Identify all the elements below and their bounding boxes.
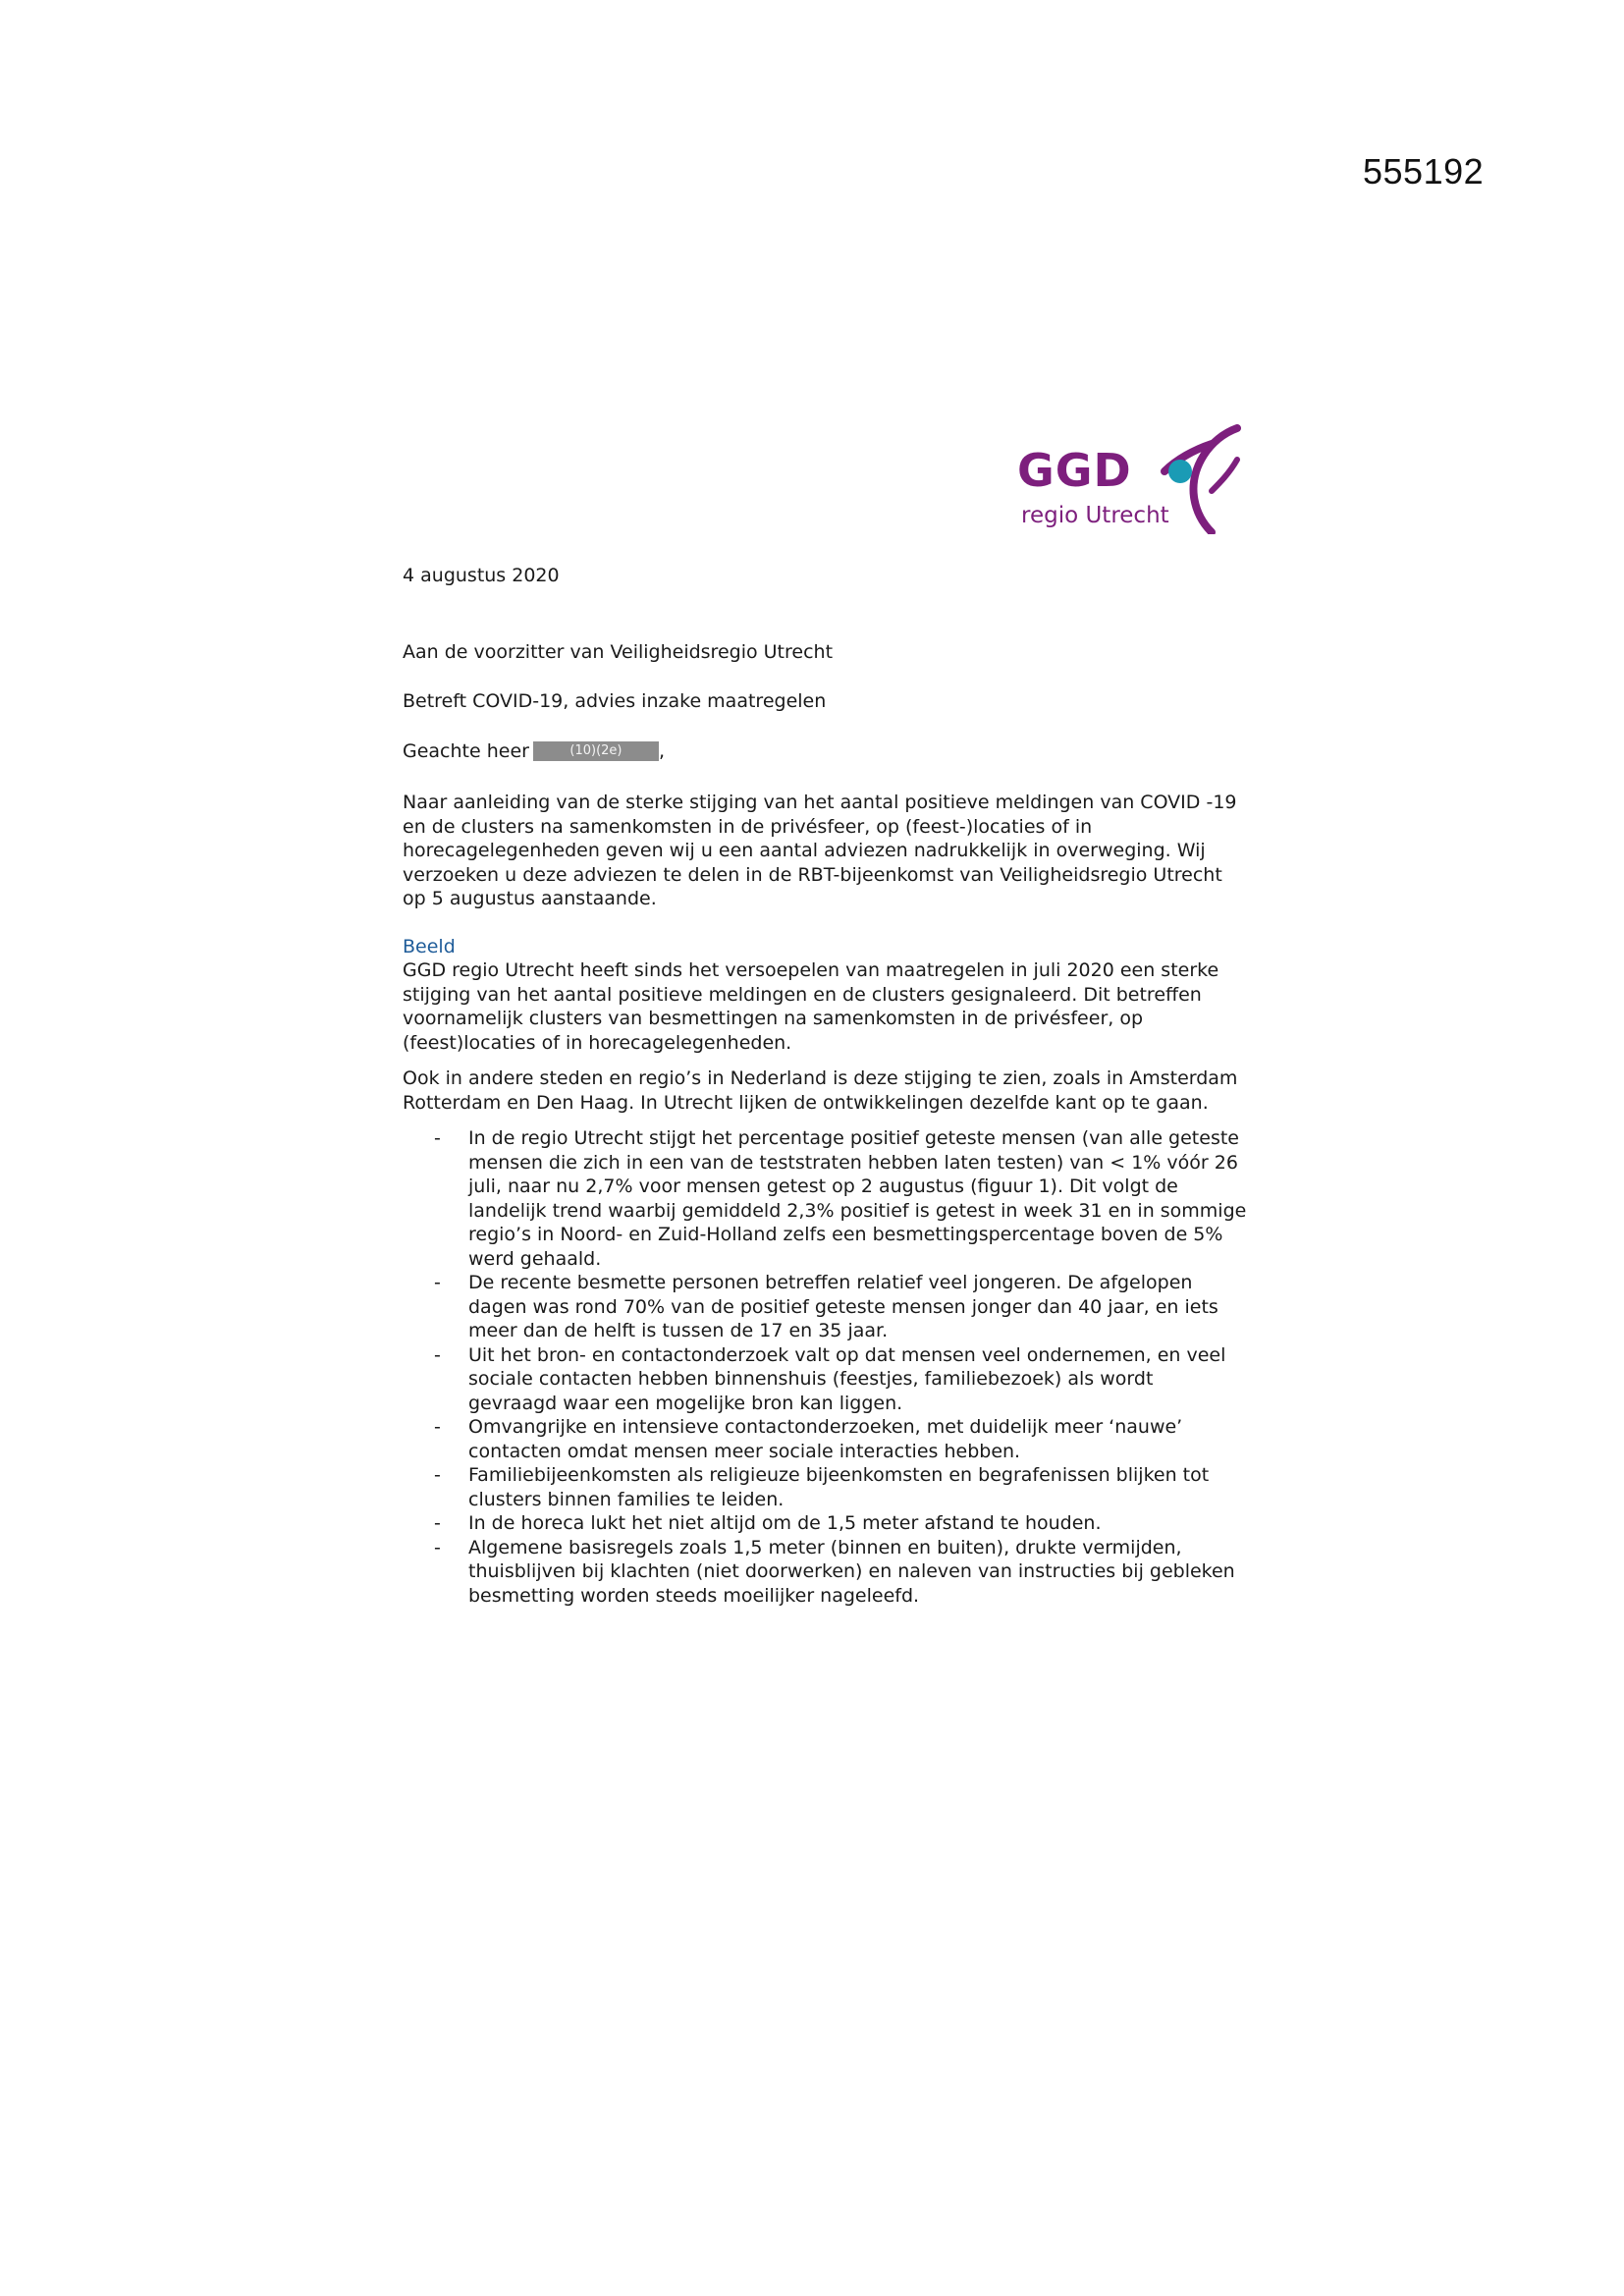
bullet-dash: - — [434, 1272, 441, 1293]
list-item-text: In de regio Utrecht stijgt het percentage positief geteste mensen (van alle geteste mensen die zich in een van de teststraten hebben laten testen) van < 1% vóór 26 juli, naar nu 2,7% voor mensen getest op 2 augustus (figuur 1). Dit volgt de landelijk trend waarbij gemiddeld 2,3% positief is getest in week 31 en in sommige regio’s in Noord- en Zuid-Holland zelfs een besmettingspercentage boven de 5% werd gehaald. — [468, 1127, 1247, 1270]
list-item — [403, 1343, 1247, 1416]
ggd-figure-icon — [1151, 424, 1245, 534]
intro-paragraph: Naar aanleiding van de sterke stijging van het aantal positieve meldingen van COVID -19 en de clusters na samenkomsten in de privésfeer, op (feest-)locaties of in horecagelegenheden geven wij u een aantal adviezen nadrukkelijk in overweging. Wij verzoeken u deze adviezen te delen in de RBT-bijeenkomst van Veiligheidsregio Utrecht op 5 augustus aanstaande. — [403, 792, 1237, 909]
list-item-text: De recente besmette personen betreffen relatief veel jongeren. De afgelopen dagen was rond 70% van de positief geteste mensen jonger dan 40 jaar, en iets meer dan de helft is tussen de 17 en 35 jaar. — [468, 1272, 1218, 1341]
bullet-dash: - — [434, 1343, 441, 1366]
logo-wordmark: GGD — [1017, 444, 1132, 497]
salutation-text: Geachte heer — [403, 739, 529, 762]
list-item-text: Uit het bron- en contactonderzoek valt op dat mensen veel ondernemen, en veel sociale contacten hebben binnenshuis (feestjes, familiebezoek) als wordt gevraagd waar een mogelijke bron kan liggen. — [468, 1343, 1226, 1414]
list-item-text: Omvangrijke en intensieve contactonderzoeken, met duidelijk meer ‘nauwe’ contacten omdat mensen meer sociale interacties hebben. — [468, 1416, 1183, 1462]
bullet-dash: - — [434, 1416, 441, 1438]
salutation-comma: , — [658, 739, 666, 762]
list-item-text: Algemene basisregels zoals 1,5 meter (binnen en buiten), drukte vermijden, thuisblijven bij klachten (niet doorwerken) en naleven van instructies bij gebleken besmetting worden steeds moeilijker nageleefd. — [468, 1536, 1235, 1607]
ggd-logo — [1017, 424, 1243, 536]
list-item — [403, 1126, 1247, 1271]
logo-subtitle: regio Utrecht — [1021, 503, 1169, 528]
bullet-dash: - — [434, 1127, 441, 1149]
letter-subject: Betreft COVID-19, advies inzake maatregelen — [403, 690, 827, 712]
letter-salutation — [403, 739, 1247, 764]
list-item — [403, 1536, 1247, 1609]
bullet-dash: - — [434, 1512, 441, 1534]
list-item-text: In de horeca lukt het niet altijd om de 1,5 meter afstand te houden. — [468, 1512, 1102, 1534]
letter-body — [403, 564, 1247, 1608]
list-item-text: Familiebijeenkomsten als religieuze bijeenkomsten en begrafenissen blijken tot clusters binnen families te leiden. — [468, 1464, 1210, 1510]
document-number: 555192 — [1363, 151, 1485, 191]
findings-list — [403, 1126, 1247, 1608]
redaction-box: (10)(2e) — [533, 741, 659, 761]
bullet-dash: - — [434, 1536, 441, 1558]
letter-addressee: Aan de voorzitter van Veiligheidsregio Utrecht — [403, 640, 834, 663]
section-heading-beeld: Beeld — [403, 935, 456, 957]
bullet-dash: - — [434, 1464, 441, 1486]
logo-head — [1168, 460, 1192, 483]
logo-arc-small — [1212, 460, 1237, 491]
list-item — [403, 1415, 1247, 1463]
list-item — [403, 1271, 1247, 1343]
list-item — [403, 1463, 1247, 1511]
beeld-paragraph-1: GGD regio Utrecht heeft sinds het versoepelen van maatregelen in juli 2020 een sterke stijging van het aantal positieve meldingen en de clusters gesignaleerd. Dit betreffen voornamelijk clusters van besmettingen na samenkomsten in de privésfeer, op (feest)locaties of in horecagelegenheden. — [403, 959, 1219, 1054]
list-item — [403, 1511, 1247, 1536]
beeld-paragraph-2: Ook in andere steden en regio’s in Nederland is deze stijging te zien, zoals in Amsterdam Rotterdam en Den Haag. In Utrecht lijken de ontwikkelingen dezelfde kant op te gaan. — [403, 1067, 1238, 1114]
letter-date: 4 augustus 2020 — [403, 565, 560, 586]
